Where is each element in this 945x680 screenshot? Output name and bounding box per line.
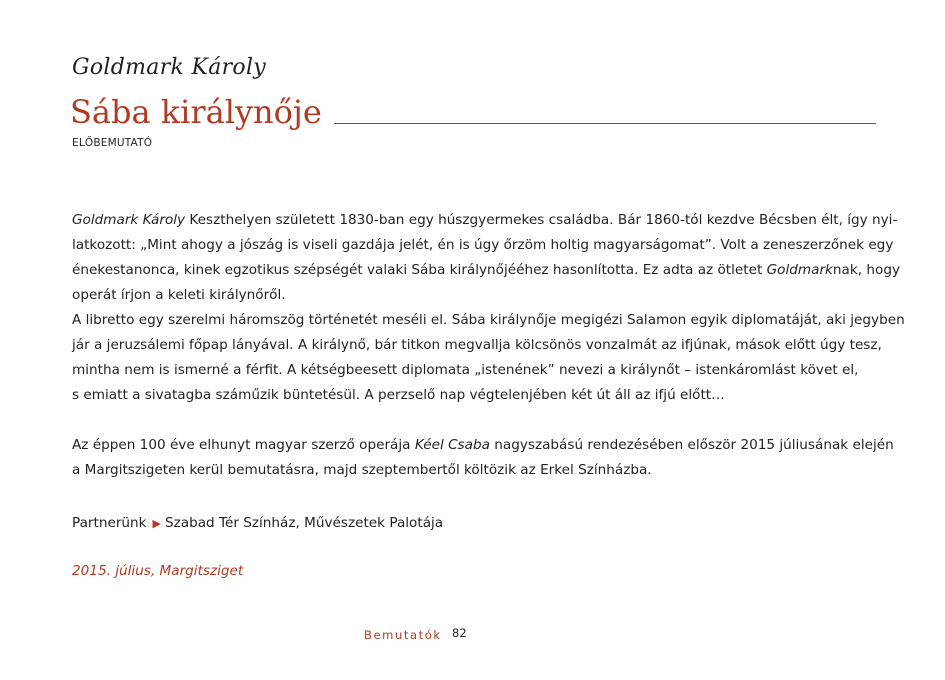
premiere-label: ELŐBEMUTATÓ [72, 137, 153, 149]
text-line [72, 433, 894, 458]
text-line: latkozott: „Mint ahogy a jószág is viseli gazdája jelét, én is úgy őrzöm holtig magyarságomat”. Volt a zeneszerzőnek egy [72, 237, 894, 253]
title-rule-divider [334, 123, 876, 124]
text-line [72, 208, 898, 233]
text-line: s emiatt a sivatagba száműzik büntetésül. A perzselő nap végtelenjében két út áll az ifjú előtt… [72, 387, 725, 403]
composer-mention: Goldmark Károly [72, 212, 186, 228]
event-date: 2015. július, Margitsziget [72, 563, 244, 579]
director-mention: Kéel Csaba [414, 437, 490, 453]
page-number: 82 [452, 626, 467, 640]
text-span: Keszthelyen született 1830-ban egy húszgyermekes családba. Bár 1860-tól kezdve Bécsben élt, így nyi- [185, 212, 898, 228]
text-line: jár a jeruzsálemi főpap lányával. A királynő, bár titkon megvallja kölcsönös vonzalmát az ifjúnak, mások előtt úgy tesz, [72, 337, 882, 353]
text-line: mintha nem is ismerné a férfit. A kétségbeesett diplomata „istenének” nevezi a királynőt – istenkáromlást követ el, [72, 362, 859, 378]
paragraph-intro [72, 208, 900, 308]
partner-label: Partnerünk [72, 515, 147, 531]
paragraph-production [72, 433, 894, 483]
triangle-right-icon: ▶ [152, 517, 161, 530]
text-span: nak, hogy [832, 262, 900, 278]
article-body [72, 208, 905, 483]
text-span: nagyszabású rendezésében először 2015 júliusának elején [489, 437, 894, 453]
partner-line [72, 512, 443, 535]
text-span: énekestanonca, kinek egzotikus szépségét valaki Sába királynőjééhez hasonlította. Ez adta az ötletet [72, 262, 767, 278]
text-line [72, 258, 900, 283]
text-line: A libretto egy szerelmi háromszög történetét meséli el. Sába királynője megigézi Salamon egyik diplomatáját, aki jegyben [72, 312, 905, 328]
footer-section-name: Bemutatók [364, 628, 442, 642]
page-title: Sába királynője [70, 93, 322, 131]
composer-mention: Goldmark [766, 262, 833, 278]
paragraph-libretto [72, 308, 905, 408]
partner-names: Szabad Tér Színház, Művészetek Palotája [164, 515, 444, 531]
text-line: operát írjon a keleti királynőről. [72, 287, 286, 303]
text-span: Az éppen 100 éve elhunyt magyar szerző operája [72, 437, 415, 453]
composer-name: Goldmark Károly [72, 55, 267, 80]
title-row [70, 92, 876, 132]
text-line: a Margitszigeten kerül bemutatásra, majd szeptembertől költözik az Erkel Színházba. [72, 462, 652, 478]
